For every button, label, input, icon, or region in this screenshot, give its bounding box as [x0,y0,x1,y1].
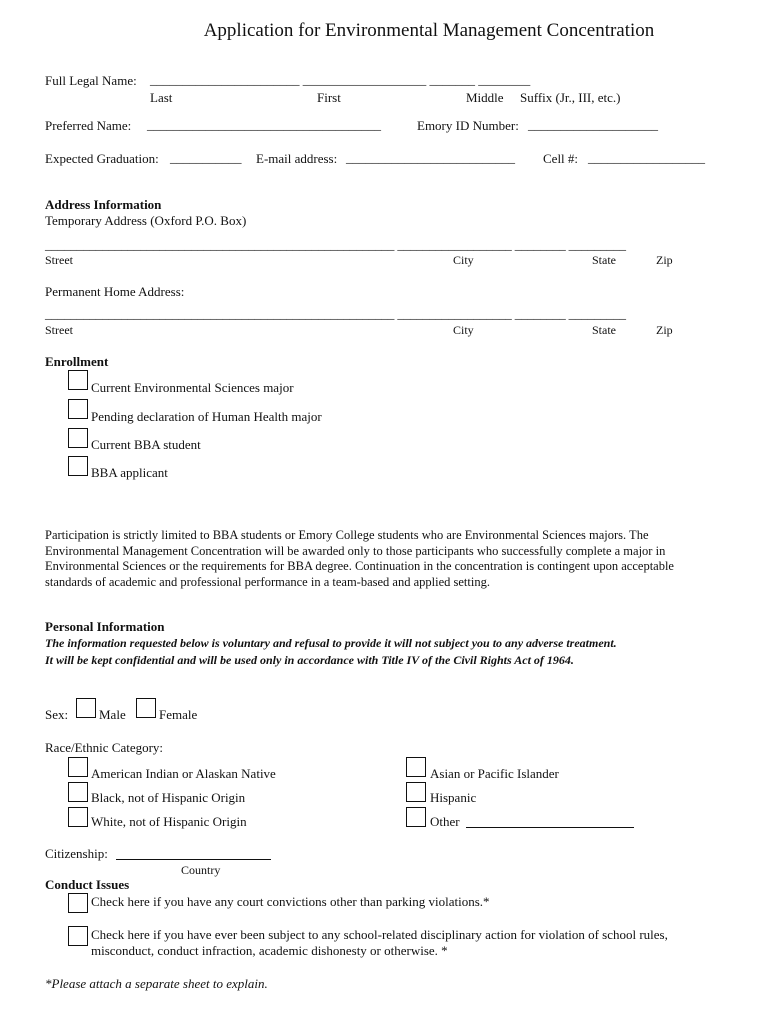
city-caption: City [453,323,474,337]
conduct-heading: Conduct Issues [45,877,130,892]
email-field[interactable]: __________________________ [346,150,515,165]
full-legal-name-fields[interactable]: _______________________ ___________________ _______ ________ [150,72,531,87]
expected-graduation-field[interactable]: ___________ [170,150,242,165]
race-option-label: Other [430,814,460,829]
sex-male-label: Male [99,707,126,722]
race-checkbox-white[interactable] [68,807,88,827]
race-checkbox-black[interactable] [68,782,88,802]
race-checkbox-other[interactable] [406,807,426,827]
country-caption: Country [181,863,221,877]
citizenship-label: Citizenship: [45,846,108,861]
conduct-disciplinary-label-line-1: Check here if you have ever been subject to any school-related disciplinary action for violation of school rules, [91,927,668,942]
race-option-label: American Indian or Alaskan Native [91,766,276,781]
personal-info-heading: Personal Information [45,619,165,634]
conduct-convictions-checkbox[interactable] [68,893,88,913]
enrollment-option-label: Pending declaration of Human Health major [91,409,322,424]
temporary-address-fields[interactable]: _______________________________________________________ __________________ ________ _________ [45,237,626,252]
enrollment-checkbox-bba-applicant[interactable] [68,456,88,476]
race-option-label: Black, not of Hispanic Origin [91,790,246,805]
sex-label: Sex: [45,707,69,722]
state-caption: State [592,253,616,267]
conduct-disciplinary-label-line-2: misconduct, conduct infraction, academic dishonesty or otherwise. * [91,943,448,958]
sex-female-label: Female [159,707,198,722]
expected-graduation-label: Expected Graduation: [45,151,159,166]
zip-caption: Zip [656,253,673,267]
race-option-label: White, not of Hispanic Origin [91,814,247,829]
conduct-convictions-label: Check here if you have any court convictions other than parking violations.* [91,894,490,909]
enrollment-heading: Enrollment [45,354,109,369]
participation-paragraph: Participation is strictly limited to BBA students or Emory College students who are Environmental Sciences majors. The Environmental Management Concentration will be awarded only to those participants who successfully complete a major in Environmental Sciences or the requirements for BBA degree. Continuation in the concentration is contingent upon acceptable standards of academic and professional performance in a team-based and applied setting. [45,528,674,589]
emory-id-label: Emory ID Number: [417,118,519,133]
citizenship-field[interactable] [116,859,271,860]
city-caption: City [453,253,474,267]
footnote: *Please attach a separate sheet to explain. [45,976,268,991]
sex-male-checkbox[interactable] [76,698,96,718]
voluntary-notice-line-1: The information requested below is voluntary and refusal to provide it will not subject you to any adverse treatment. [45,636,617,650]
permanent-address-fields[interactable]: _______________________________________________________ __________________ ________ _________ [45,306,626,321]
email-label: E-mail address: [256,151,338,166]
enrollment-checkbox-env-sciences[interactable] [68,370,88,390]
enrollment-option-label: BBA applicant [91,465,168,480]
race-checkbox-asian[interactable] [406,757,426,777]
temporary-address-label: Temporary Address (Oxford P.O. Box) [45,213,247,228]
cell-field[interactable]: __________________ [588,150,705,165]
zip-caption: Zip [656,323,673,337]
last-name-caption: Last [150,90,173,105]
permanent-address-label: Permanent Home Address: [45,284,185,299]
address-heading: Address Information [45,197,162,212]
state-caption: State [592,323,616,337]
street-caption: Street [45,323,73,337]
race-other-field[interactable] [466,827,634,828]
street-caption: Street [45,253,73,267]
emory-id-field[interactable]: ____________________ [528,117,658,132]
enrollment-option-label: Current Environmental Sciences major [91,380,294,395]
sex-female-checkbox[interactable] [136,698,156,718]
voluntary-notice-line-2: It will be kept confidential and will be used only in accordance with Title IV of the Civil Rights Act of 1964. [45,653,574,667]
race-option-label: Hispanic [430,790,477,805]
page-title: Application for Environmental Management Concentration [203,20,655,41]
conduct-disciplinary-checkbox[interactable] [68,926,88,946]
race-label: Race/Ethnic Category: [45,740,164,755]
enrollment-checkbox-human-health[interactable] [68,399,88,419]
enrollment-checkbox-bba-student[interactable] [68,428,88,448]
full-legal-name-label: Full Legal Name: [45,73,137,88]
preferred-name-field[interactable]: ____________________________________ [147,117,381,132]
suffix-caption: Suffix (Jr., III, etc.) [520,90,621,105]
first-name-caption: First [317,90,341,105]
race-option-label: Asian or Pacific Islander [430,766,559,781]
preferred-name-label: Preferred Name: [45,118,132,133]
enrollment-option-label: Current BBA student [91,437,201,452]
cell-label: Cell #: [543,151,579,166]
race-checkbox-hispanic[interactable] [406,782,426,802]
race-checkbox-american-indian[interactable] [68,757,88,777]
middle-name-caption: Middle [466,90,504,105]
